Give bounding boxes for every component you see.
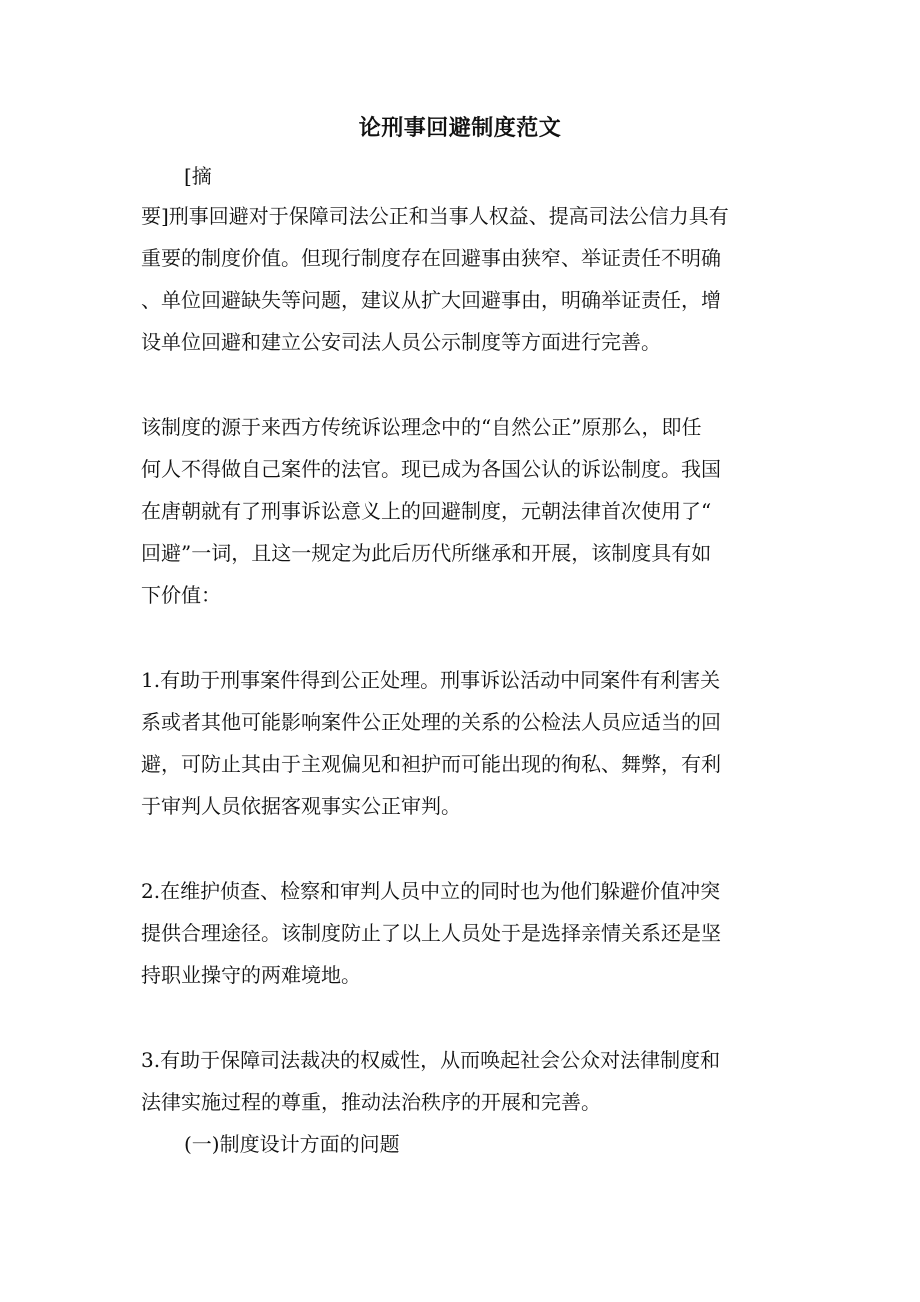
abstract-line: 重要的制度价值。但现行制度存在回避事由狭窄、举证责任不明确 — [141, 246, 721, 270]
point-3-line: 3.有助于保障司法裁决的权威性，从而唤起社会公众对法律制度和 — [141, 1048, 721, 1072]
intro-line: 何人不得做自己案件的法官。现已成为各国公认的诉讼制度。我国 — [141, 457, 721, 481]
point-1-line: 避，可防止其由于主观偏见和袒护而可能出现的徇私、舞弊，有利 — [141, 752, 721, 776]
section-subheading: (一)制度设计方面的问题 — [184, 1132, 400, 1156]
abstract-line: [摘 — [184, 164, 212, 188]
abstract-line: 、单位回避缺失等问题，建议从扩大回避事由，明确举证责任，增 — [141, 288, 721, 312]
abstract-line: 设单位回避和建立公安司法人员公示制度等方面进行完善。 — [141, 330, 661, 354]
abstract-line: 要]刑事回避对于保障司法公正和当事人权益、提高司法公信力具有 — [141, 204, 729, 228]
intro-line: 在唐朝就有了刑事诉讼意义上的回避制度，元朝法律首次使用了“ — [141, 499, 712, 523]
intro-line: 下价值： — [141, 583, 221, 607]
point-1-line: 1.有助于刑事案件得到公正处理。刑事诉讼活动中同案件有利害关 — [141, 668, 721, 692]
document-title: 论刑事回避制度范文 — [358, 115, 562, 141]
point-3-line: 法律实施过程的尊重，推动法治秩序的开展和完善。 — [141, 1090, 601, 1114]
intro-line: 回避”一词，且这一规定为此后历代所继承和开展，该制度具有如 — [141, 541, 712, 565]
point-2-line: 提供合理途径。该制度防止了以上人员处于是选择亲情关系还是坚 — [141, 921, 721, 945]
intro-line: 该制度的源于来西方传统诉讼理念中的“自然公正”原那么，即任 — [141, 415, 702, 439]
point-1-line: 于审判人员依据客观事实公正审判。 — [141, 794, 461, 818]
point-1-line: 系或者其他可能影响案件公正处理的关系的公检法人员应适当的回 — [141, 710, 721, 734]
point-2-line: 2.在维护侦查、检察和审判人员中立的同时也为他们躲避价值冲突 — [141, 879, 721, 903]
point-2-line: 持职业操守的两难境地。 — [141, 963, 361, 987]
